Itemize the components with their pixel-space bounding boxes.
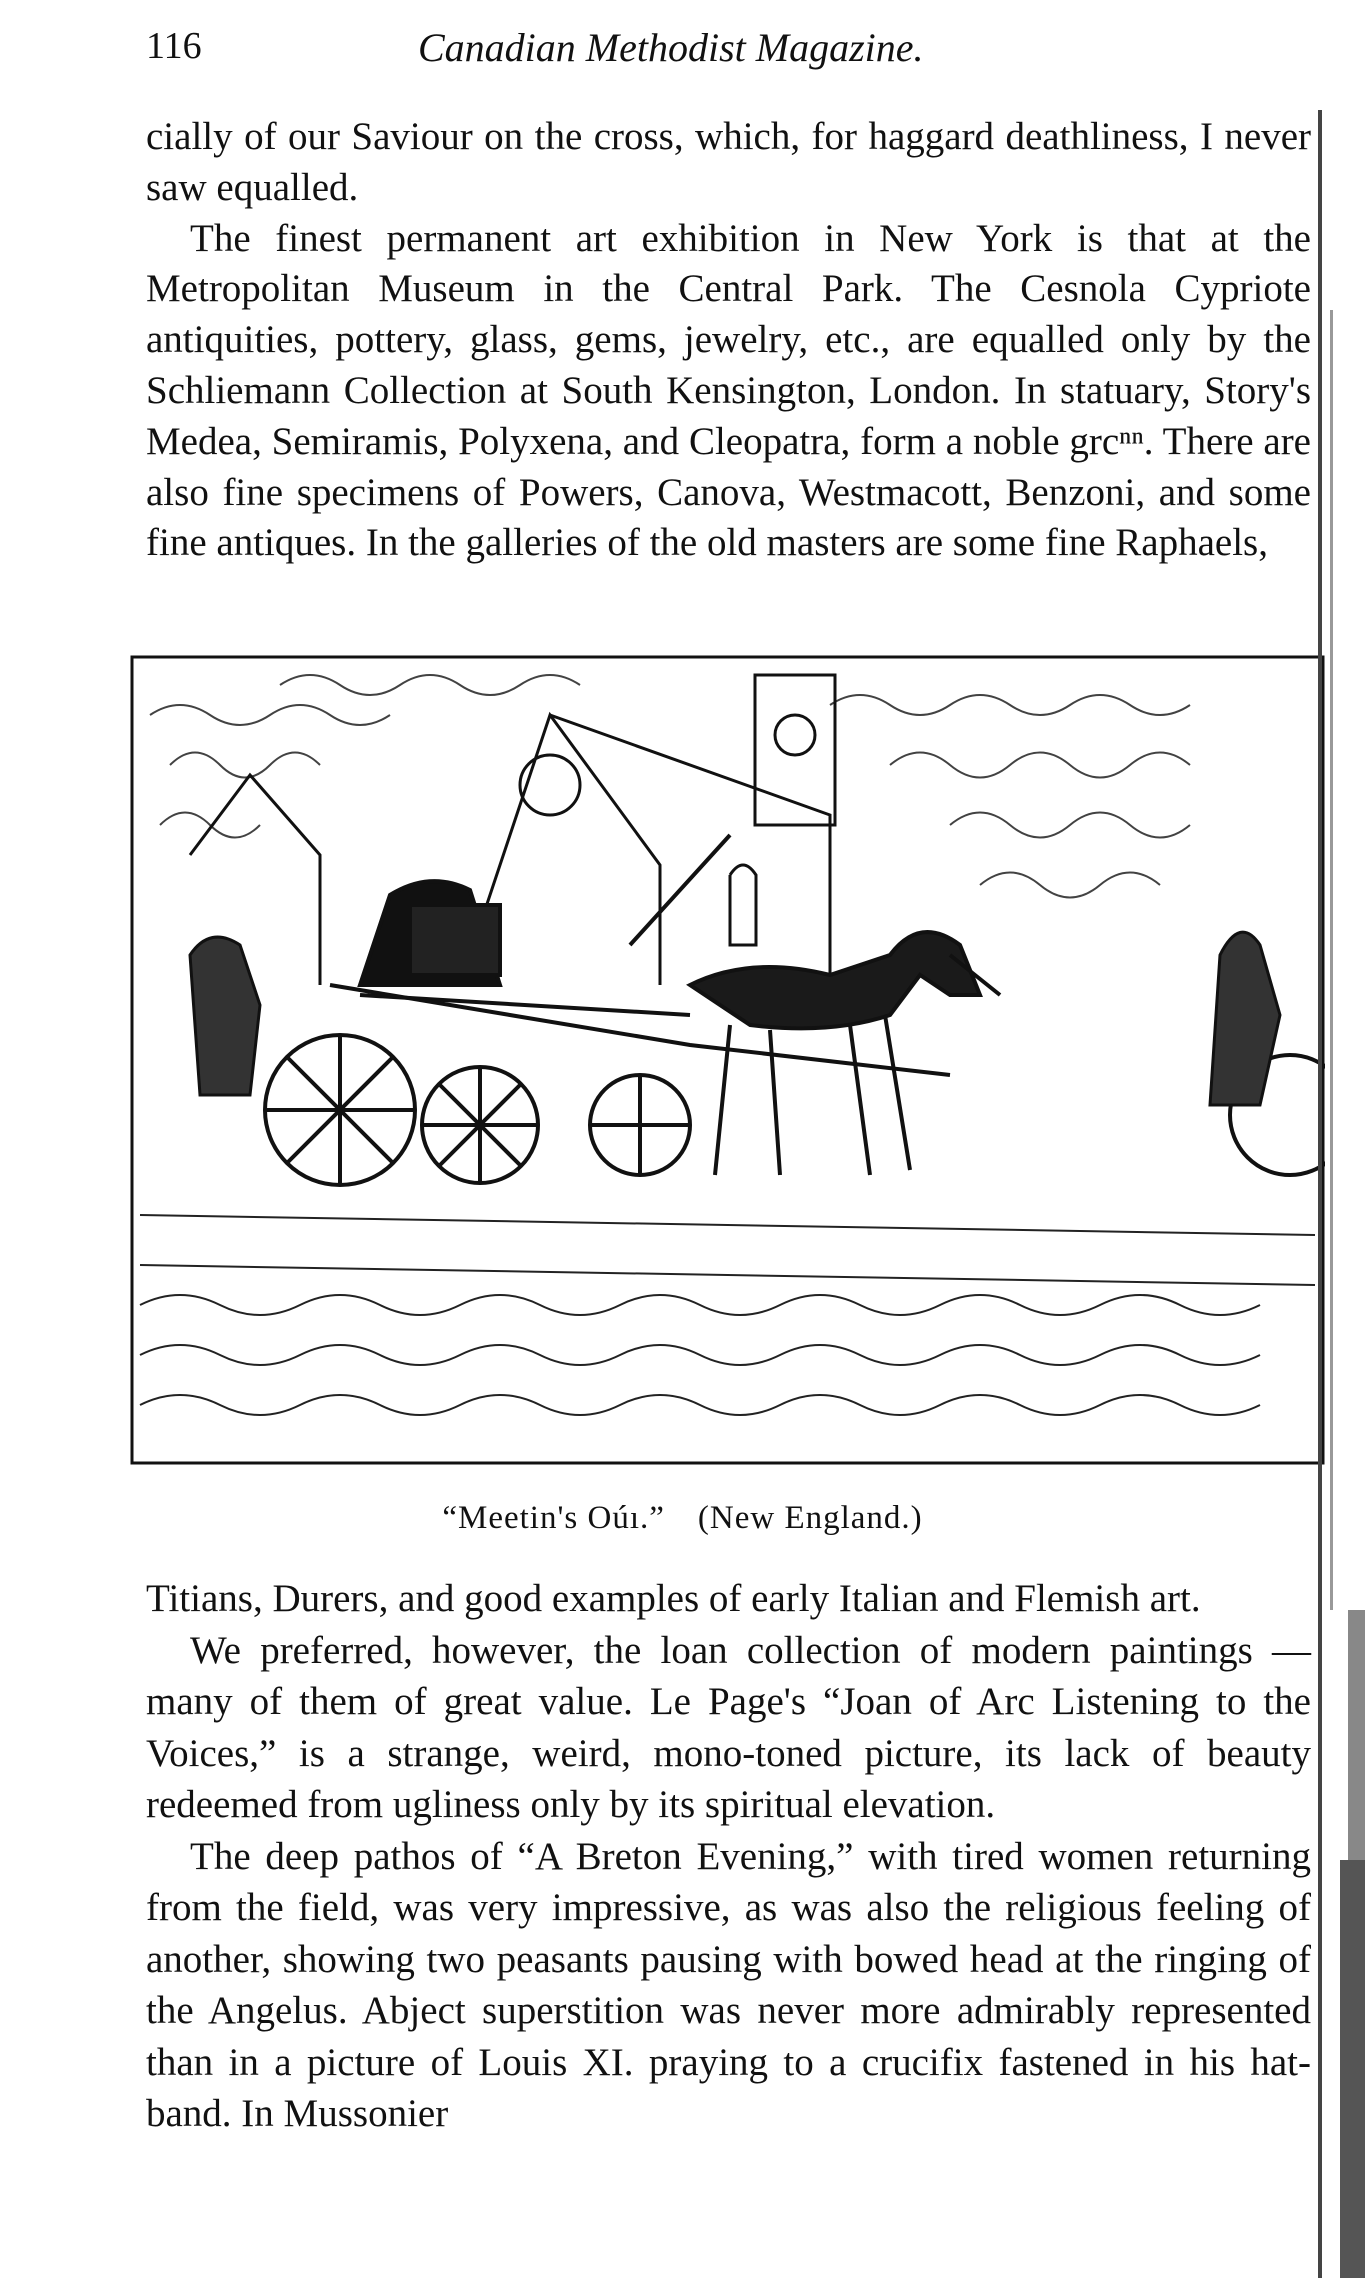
scanned-page-edge — [1310, 110, 1365, 2278]
page-header — [146, 24, 1286, 84]
paragraph: cially of our Saviour on the cross, which, for haggard deathliness, I never saw equalled. — [146, 115, 1311, 209]
lower-text-block — [146, 1573, 1311, 2140]
paragraph: Titians, Durers, and good examples of early Italian and Flemish art. — [146, 1577, 1201, 1620]
caption-place: (New England.) — [697, 1500, 923, 1536]
illustration-caption — [0, 1500, 1365, 1537]
page-number: 116 — [146, 25, 202, 67]
engraving-illustration — [130, 655, 1325, 1465]
upper-text-block — [146, 112, 1311, 569]
running-title: Canadian Methodist Magazine. — [418, 25, 924, 70]
caption-title: “Meetin's Oúı.” — [442, 1500, 665, 1536]
paragraph: The deep pathos of “A Breton Evening,” with tired women returning from the field, was very impressive, as was also the religious feeling of another, showing two peasants pausing with bowed head at the ringing of the Angelus. Abject superstition was never more admirably represented than in a picture of Louis XI. praying to a crucifix fastened in his hat-band. In Mussonier — [146, 1834, 1311, 2135]
paragraph: We preferred, however, the loan collection of modern paintings —many of them of great value. Le Page's “Joan of Arc Listening to the Voices,” is a strange, weird, mono-toned picture, its lack of beauty redeemed from ugliness only by its spiritual elevation. — [146, 1628, 1311, 1826]
paragraph: The finest permanent art exhibition in New York is that at the Metropolitan Museum in the Central Park. The Cesnola Cypriote antiquities, pottery, glass, gems, jewelry, etc., are equalled only by the Schliemann Collection at South Kensington, London. In statuary, Story's Medea, Semiramis, Polyxena, and Cleopatra, form a noble grcⁿⁿ. There are also fine specimens of Powers, Canova, Westmacott, Benzoni, and some fine antiques. In the galleries of the old masters are some fine Raphaels, — [146, 216, 1311, 565]
